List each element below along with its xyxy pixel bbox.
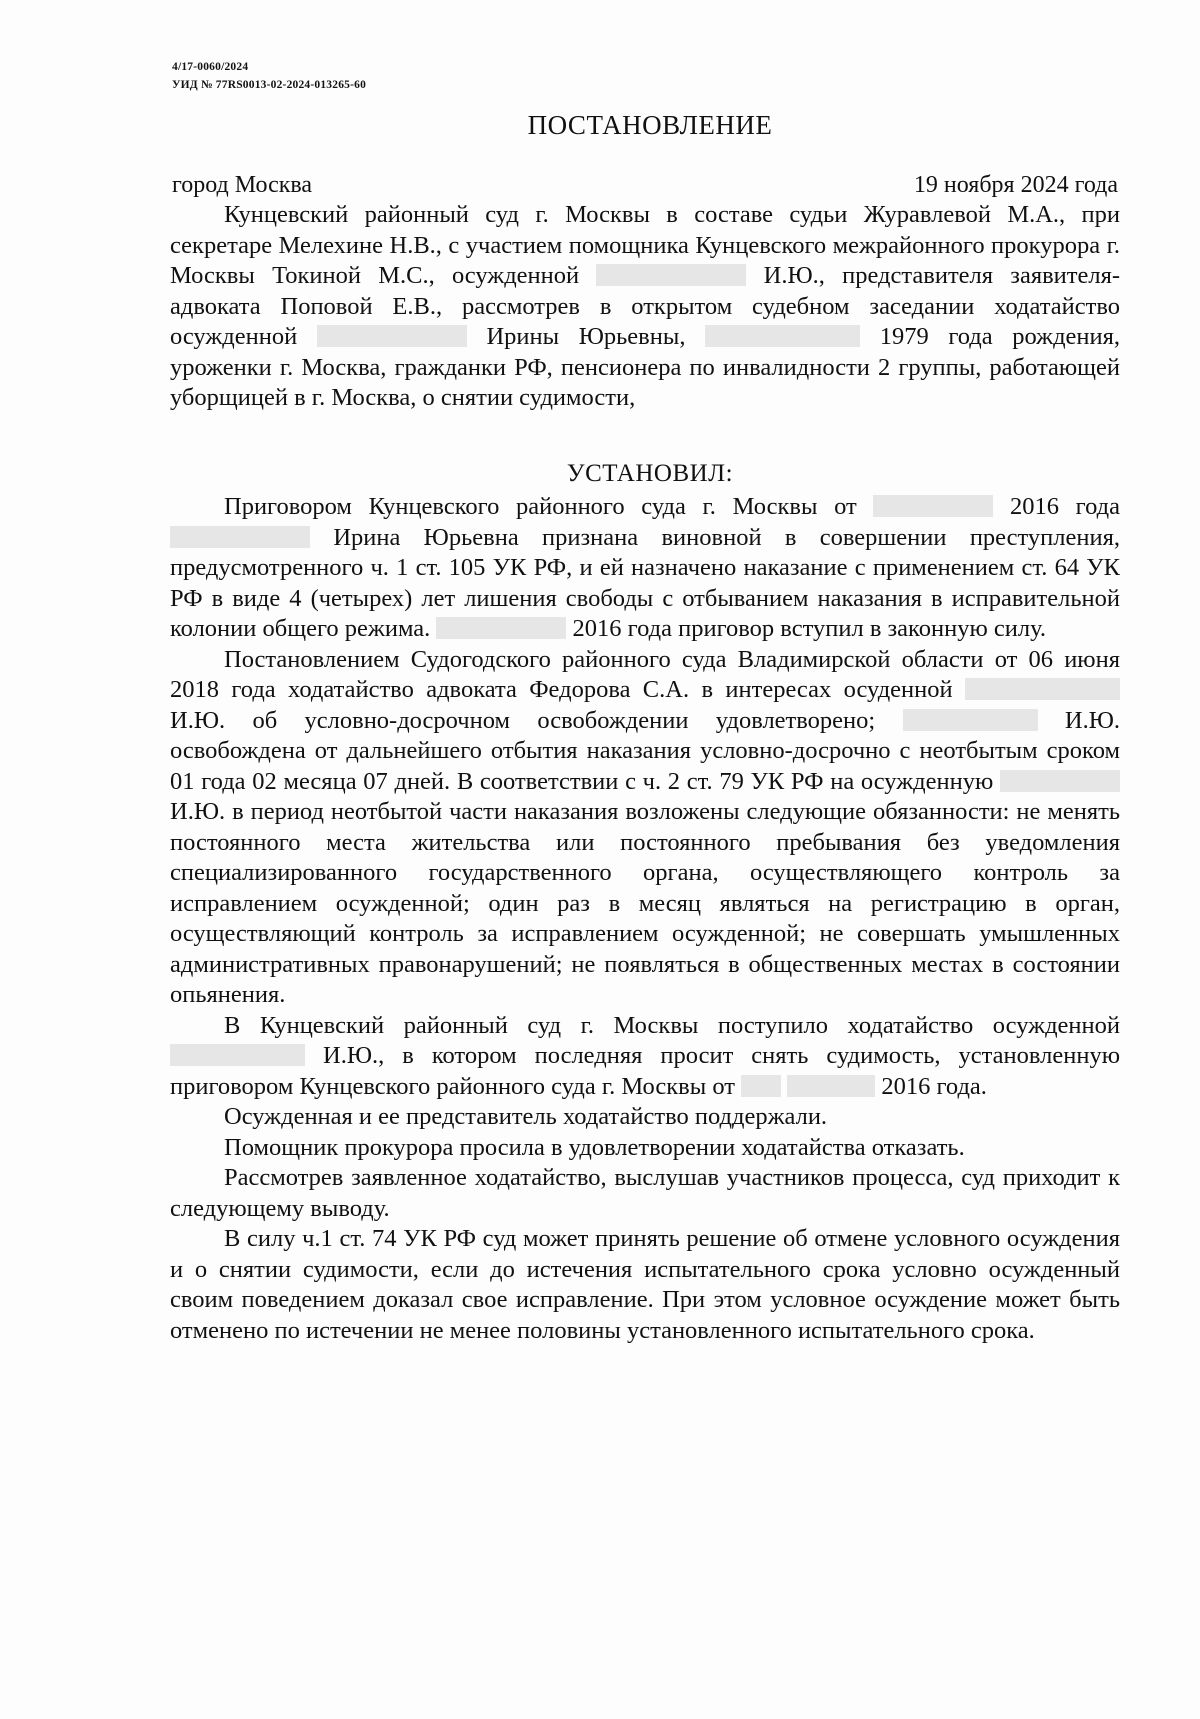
redacted-block [741,1075,781,1097]
support-paragraph: Осужденная и ее представитель ходатайство поддержали. [224,1103,828,1130]
redacted-block [170,526,310,548]
parole-paragraph [170,645,1120,1011]
parole-text-a: Постановлением Судогодского районного суда Владимирской области от 06 июня 2018 года ходатайство адвоката Федорова С.А. в интересах осуденной [170,645,1120,703]
parole-text-c: И.Ю. освобождена от дальнейшего отбытия наказания условно-досрочно с неотбытым сроком 01 года 02 месяца 07 дней. В соответствии с ч. 2 ст. 79 УК РФ на осужденную [170,706,1121,795]
document-title: ПОСТАНОВЛЕНИЕ [527,110,773,140]
prosecutor-paragraph: Помощник прокурора просила в удовлетворении ходатайства отказать. [224,1133,965,1161]
intro-section [170,200,1120,414]
sentence-text-b: 2016 года [1010,493,1121,520]
redacted-block [436,617,566,639]
sentence-text-a: Приговором Кунцевского районного суда г. Москвы от [224,493,857,520]
document-city: город Москва [172,172,313,198]
redacted-block [873,495,993,517]
petition-text-b: И.Ю., в котором последняя просит снять судимость, установленную приговором Кунцевского районного суда г. Москвы от [170,1042,1120,1100]
redacted-block [965,678,1120,700]
case-uid: УИД № 77RS0013-02-2024-013265-60 [172,79,367,91]
petition-text-c: 2016 года. [881,1072,987,1100]
intro-text-1: Кунцевский районный суд г. Москвы в составе судьи Журавлевой М.А., при секретаре Мелехине Н.В., с участием помощника Кунцевского межрайонного прокурора г. Москвы Токиной М.С., осужденной [170,201,1120,289]
intro-text-3: Ирины Юрьевны, [486,323,686,350]
redacted-block [170,1044,305,1066]
parole-text-d: И.Ю. в период неотбытой части наказания возложены следующие обязанности: не менять постоянного места жительства или постоянного пребывания без уведомления специализированного государственного органа, осуществляющего контроль за исправлением осужденной; один раз в месяц являться на регистрацию в орган, осуществляющий контроль за исправлением осужденной; не совершать умышленных административных правонарушений; не появляться в общественных местах в состоянии опьянения. [170,798,1120,1008]
redacted-block [705,325,860,347]
sentence-text-c: Ирина Юрьевна признана виновной в совершении преступления, предусмотренного ч. 1 ст. 105 УК РФ, и ей назначено наказание с применением ст. 64 УК РФ в виде 4 (четырех) лет лишения свободы с отбыванием наказания в исправительной колонии общего режима. [170,523,1121,642]
redacted-block [903,709,1038,731]
redacted-block [596,264,746,286]
petition-paragraph [170,1011,1120,1103]
law-paragraph: В силу ч.1 ст. 74 УК РФ суд может принять решение об отмене условного осуждения и о снятии судимости, если до истечения испытательного срока условно осужденный своим поведением доказал свое исправление. При этом условное осуждение может быть отменено по истечении не менее половины установленного испытательного срока. [170,1225,1120,1344]
conclusion-paragraph: Рассмотрев заявленное ходатайство, выслушав участников процесса, суд приходит к следующему выводу. [170,1164,1120,1222]
sentence-paragraph [170,492,1120,645]
findings-section [170,492,1120,1346]
parole-text-b: И.Ю. об условно-досрочном освобождении удовлетворено; [170,706,876,734]
case-metadata [172,58,366,94]
intro-text-4: 1979 года рождения, уроженки г. Москва, гражданки РФ, пенсионера по инвалидности 2 группы, работающей уборщицей в г. Москва, о снятии судимости, [170,323,1121,411]
sentence-text-d: 2016 года приговор вступил в законную силу. [572,615,1047,642]
petition-text-a: В Кунцевский районный суд г. Москвы поступило ходатайство осужденной [224,1011,1120,1039]
redacted-block [317,325,467,347]
document-date: 19 ноября 2024 года [913,172,1118,198]
section-heading: УСТАНОВИЛ: [566,460,734,487]
intro-paragraph [170,200,1120,414]
intro-text-2: И.Ю., представителя заявителя-адвоката Поповой Е.В., рассмотрев в открытом судебном заседании ходатайство осужденной [170,262,1121,350]
case-number: 4/17-0060/2024 [172,61,249,73]
redacted-block [1000,770,1120,792]
redacted-block [787,1075,875,1097]
